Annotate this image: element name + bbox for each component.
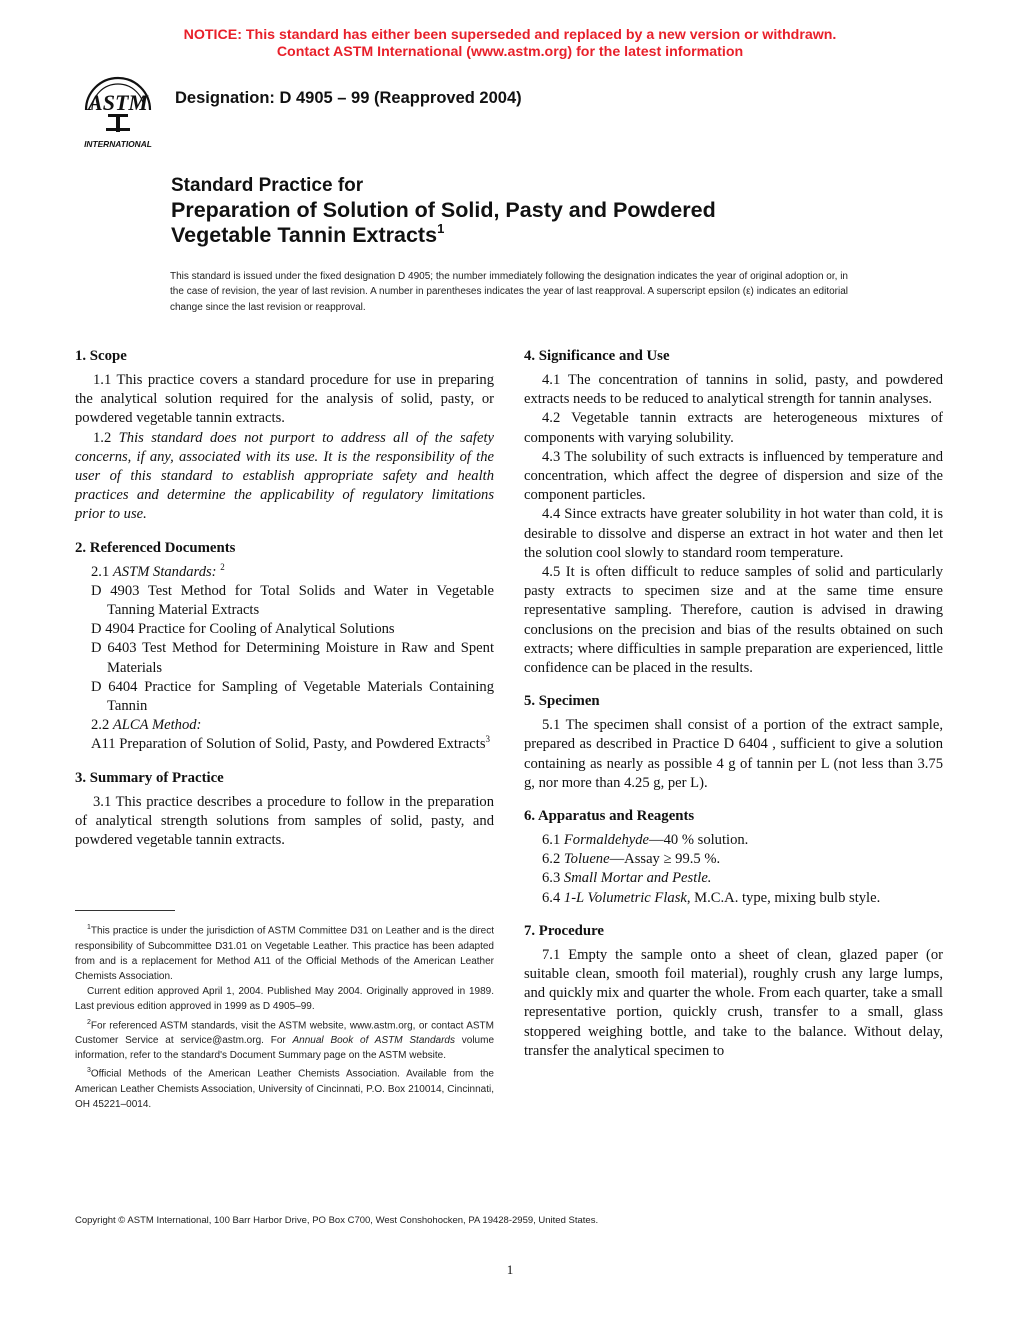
paragraph-1-2 xyxy=(75,429,494,525)
paragraph-1-2-num: 1.2 xyxy=(93,429,119,446)
reference-d4904[interactable]: D 4904 Practice for Cooling of Analytical Solutions xyxy=(91,621,395,638)
left-column xyxy=(75,346,494,850)
apparatus-item-6-2 xyxy=(524,850,943,869)
alca-method-label xyxy=(75,716,494,735)
notice-line-2: Contact ASTM International (www.astm.org) for the latest information xyxy=(276,43,744,60)
paragraph-4-4: 4.4 Since extracts have greater solubility in hot water than cold, it is desirable to dissolve and disperse an extract in hot water and then let the solution cool slowly to standard room temperature. xyxy=(524,506,943,561)
apparatus-item-desc: —40 % solution. xyxy=(649,832,749,849)
apparatus-item-name: Formaldehyde xyxy=(563,832,649,849)
astm-logo-icon xyxy=(76,70,160,150)
apparatus-item-name: 1-L Volumetric Flask xyxy=(563,889,687,906)
paragraph-4-2: 4.2 Vegetable tannin extracts are heterogeneous mixtures of components with varying solubility. xyxy=(524,410,943,446)
footnote-1-mark: 1 xyxy=(87,924,91,931)
apparatus-item-6-3 xyxy=(524,869,943,888)
apparatus-item-6-4 xyxy=(524,889,943,908)
paragraph-1-2-text: This standard does not purport to address all of the safety concerns, if any, associated with its use. It is the responsibility of the user of this standard to establish appropriate safety and health practices and determine the applicability of regulatory limitations prior to use. xyxy=(75,429,494,523)
footnote-ref-3[interactable]: 3 xyxy=(485,734,491,745)
apparatus-item-desc: —Assay ≥ 99.5 %. xyxy=(609,851,721,868)
reference-d6403[interactable]: D 6403 Test Method for Determining Moisture in Raw and Spent Materials xyxy=(91,640,494,676)
superseded-notice xyxy=(0,27,1020,60)
logo-text: ASTM xyxy=(88,90,148,115)
section-heading-apparatus: 6. Apparatus and Reagents xyxy=(524,808,695,825)
issued-note: This standard is issued under the fixed designation D 4905; the number immediately following the designation indicates the year of original adoption or, in the case of revision, the year of last revision. A number in parentheses indicates the year of last reapproval. A superscript epsilon (ε) indicates an editorial change since the last revision or reapproval. xyxy=(170,271,848,313)
footnote-2-text-b: volume information, refer to the standard's Document Summary page on the ASTM website. xyxy=(75,1035,494,1062)
footnote-ref-2[interactable]: 2 xyxy=(220,561,225,572)
section-heading-specimen: 5. Specimen xyxy=(524,693,600,710)
footnote-2 xyxy=(75,1015,494,1064)
footnote-divider xyxy=(75,910,175,911)
right-column xyxy=(524,346,943,1061)
paragraph-4-5: 4.5 It is often difficult to reduce samples of solid and particularly pasty extracts to specimen size and at the same time ensure representative sampling. Therefore, caution is advised in drawing conclusions on the precision and bias of the results obtained on such extracts; where difficulties in sample preparation are experienced, little confidence can be placed in the results. xyxy=(524,564,943,677)
reference-a11 xyxy=(75,735,494,754)
section-heading-scope: 1. Scope xyxy=(75,348,127,364)
page-number: 1 xyxy=(506,1262,514,1277)
footnote-2-mark: 2 xyxy=(87,1018,91,1026)
alca-method-num: 2.2 xyxy=(91,717,113,734)
apparatus-item-6-1 xyxy=(524,831,943,850)
footnotes xyxy=(75,920,494,1112)
apparatus-item-num: 6.2 xyxy=(542,851,564,868)
footnote-1-edition: Current edition approved April 1, 2004. Published May 2004. Originally approved in 1989. Last previous edition approved in 1999 as D 4905–99. xyxy=(75,986,494,1013)
section-heading-procedure: 7. Procedure xyxy=(524,922,604,939)
section-heading-significance: 4. Significance and Use xyxy=(524,348,670,364)
title-line-2 xyxy=(171,223,716,248)
paragraph-4-1: 4.1 The concentration of tannins in solid, pasty, and powdered extracts needs to be reduced to analytical strength for tannin analyses. xyxy=(524,372,943,408)
document-title xyxy=(171,174,716,248)
notice-line-1: NOTICE: This standard has either been superseded and replaced by a new version or withdrawn. xyxy=(183,27,837,43)
section-heading-summary: 3. Summary of Practice xyxy=(75,769,224,786)
footnote-2-text-a: For referenced ASTM standards, visit the ASTM website, www.astm.org, or contact ASTM Customer Service at service@astm.org. For xyxy=(75,1019,494,1047)
paragraph-3-1: 3.1 This practice describes a procedure to follow in the preparation of analytical strength solutions from samples of solid, pasty, and powdered vegetable tannin extracts. xyxy=(75,793,494,849)
apparatus-item-desc: , M.C.A. type, mixing bulb style. xyxy=(686,889,881,906)
footnote-1-text: This practice is under the jurisdiction of ASTM Committee D31 on Leather and is the direct responsibility of Subcommittee D31.01 on Vegetable Leather. This practice has been adapted from and is a replacement for Method A11 of the Official Methods of the American Leather Chemists Association. xyxy=(75,925,494,982)
apparatus-item-num: 6.1 xyxy=(542,832,564,849)
title-line-1: Preparation of Solution of Solid, Pasty and Powdered xyxy=(171,198,716,222)
astm-standards-text: ASTM Standards: xyxy=(112,563,217,580)
footnote-3-text: Official Methods of the American Leather Chemists Association. Available from the American Leather Chemists Association, University of Cincinnati, P.O. Box 210014, Cincinnati, OH 45221–0014. xyxy=(75,1068,494,1111)
footnote-3 xyxy=(75,1063,494,1112)
footnote-2-italic: Annual Book of ASTM Standards xyxy=(292,1035,455,1047)
logo-subtitle: INTERNATIONAL xyxy=(84,139,152,149)
section-heading-referenced: 2. Referenced Documents xyxy=(75,539,236,556)
reference-d6404[interactable]: D 6404 Practice for Sampling of Vegetable Materials Containing Tannin xyxy=(91,678,494,715)
reference-d4903[interactable]: D 4903 Test Method for Total Solids and Water in Vegetable Tanning Material Extracts xyxy=(91,582,494,619)
apparatus-item-num: 6.4 xyxy=(542,889,564,906)
paragraph-1-1: 1.1 This practice covers a standard procedure for use in preparing the analytical solution required for the analysis of solid, pasty, or powdered vegetable tannin extracts. xyxy=(75,372,494,427)
designation: Designation: D 4905 – 99 (Reapproved 2004) xyxy=(175,89,522,107)
footnote-1 xyxy=(75,920,494,984)
title-footnote-ref[interactable]: 1 xyxy=(437,221,445,236)
title-pre: Standard Practice for xyxy=(171,175,364,196)
paragraph-4-3: 4.3 The solubility of such extracts is influenced by temperature and concentration, which affect the degree of dispersion and size of the component particles. xyxy=(524,448,943,504)
copyright: Copyright © ASTM International, 100 Barr Harbor Drive, PO Box C700, West Conshohocken, PA 19428-2959, United States. xyxy=(75,1215,599,1226)
astm-standards-num: 2.1 xyxy=(91,563,113,580)
apparatus-item-name: Toluene xyxy=(563,851,610,868)
astm-standards-label xyxy=(75,563,494,582)
reference-a11-text: A11 Preparation of Solution of Solid, Pasty, and Powdered Extracts xyxy=(91,736,486,753)
paragraph-5-1: 5.1 The specimen shall consist of a portion of the extract sample, prepared as described in Practice D 6404 , sufficient to give a solution containing as nearly as possible 4 g of tannin per L (not less than 3.75 g, nor more than 4.25 g, per L). xyxy=(524,717,943,791)
title-line-2-text: Vegetable Tannin Extracts xyxy=(171,223,438,247)
apparatus-item-name: Small Mortar and Pestle. xyxy=(563,870,712,887)
apparatus-item-num: 6.3 xyxy=(542,870,564,887)
alca-method-text: ALCA Method: xyxy=(112,717,202,734)
footnote-3-mark: 3 xyxy=(87,1067,91,1075)
paragraph-7-1: 7.1 Empty the sample onto a sheet of clean, glazed paper (or suitable clean, smooth foil material), roughly crush any large lumps, and quickly mix and quarter the whole. From each quarter, take a small representative portion, quickly crush, transfer to a small, glass stoppered weighing bottle, and take to the balance. Without delay, transfer the analytical specimen to xyxy=(524,946,943,1059)
